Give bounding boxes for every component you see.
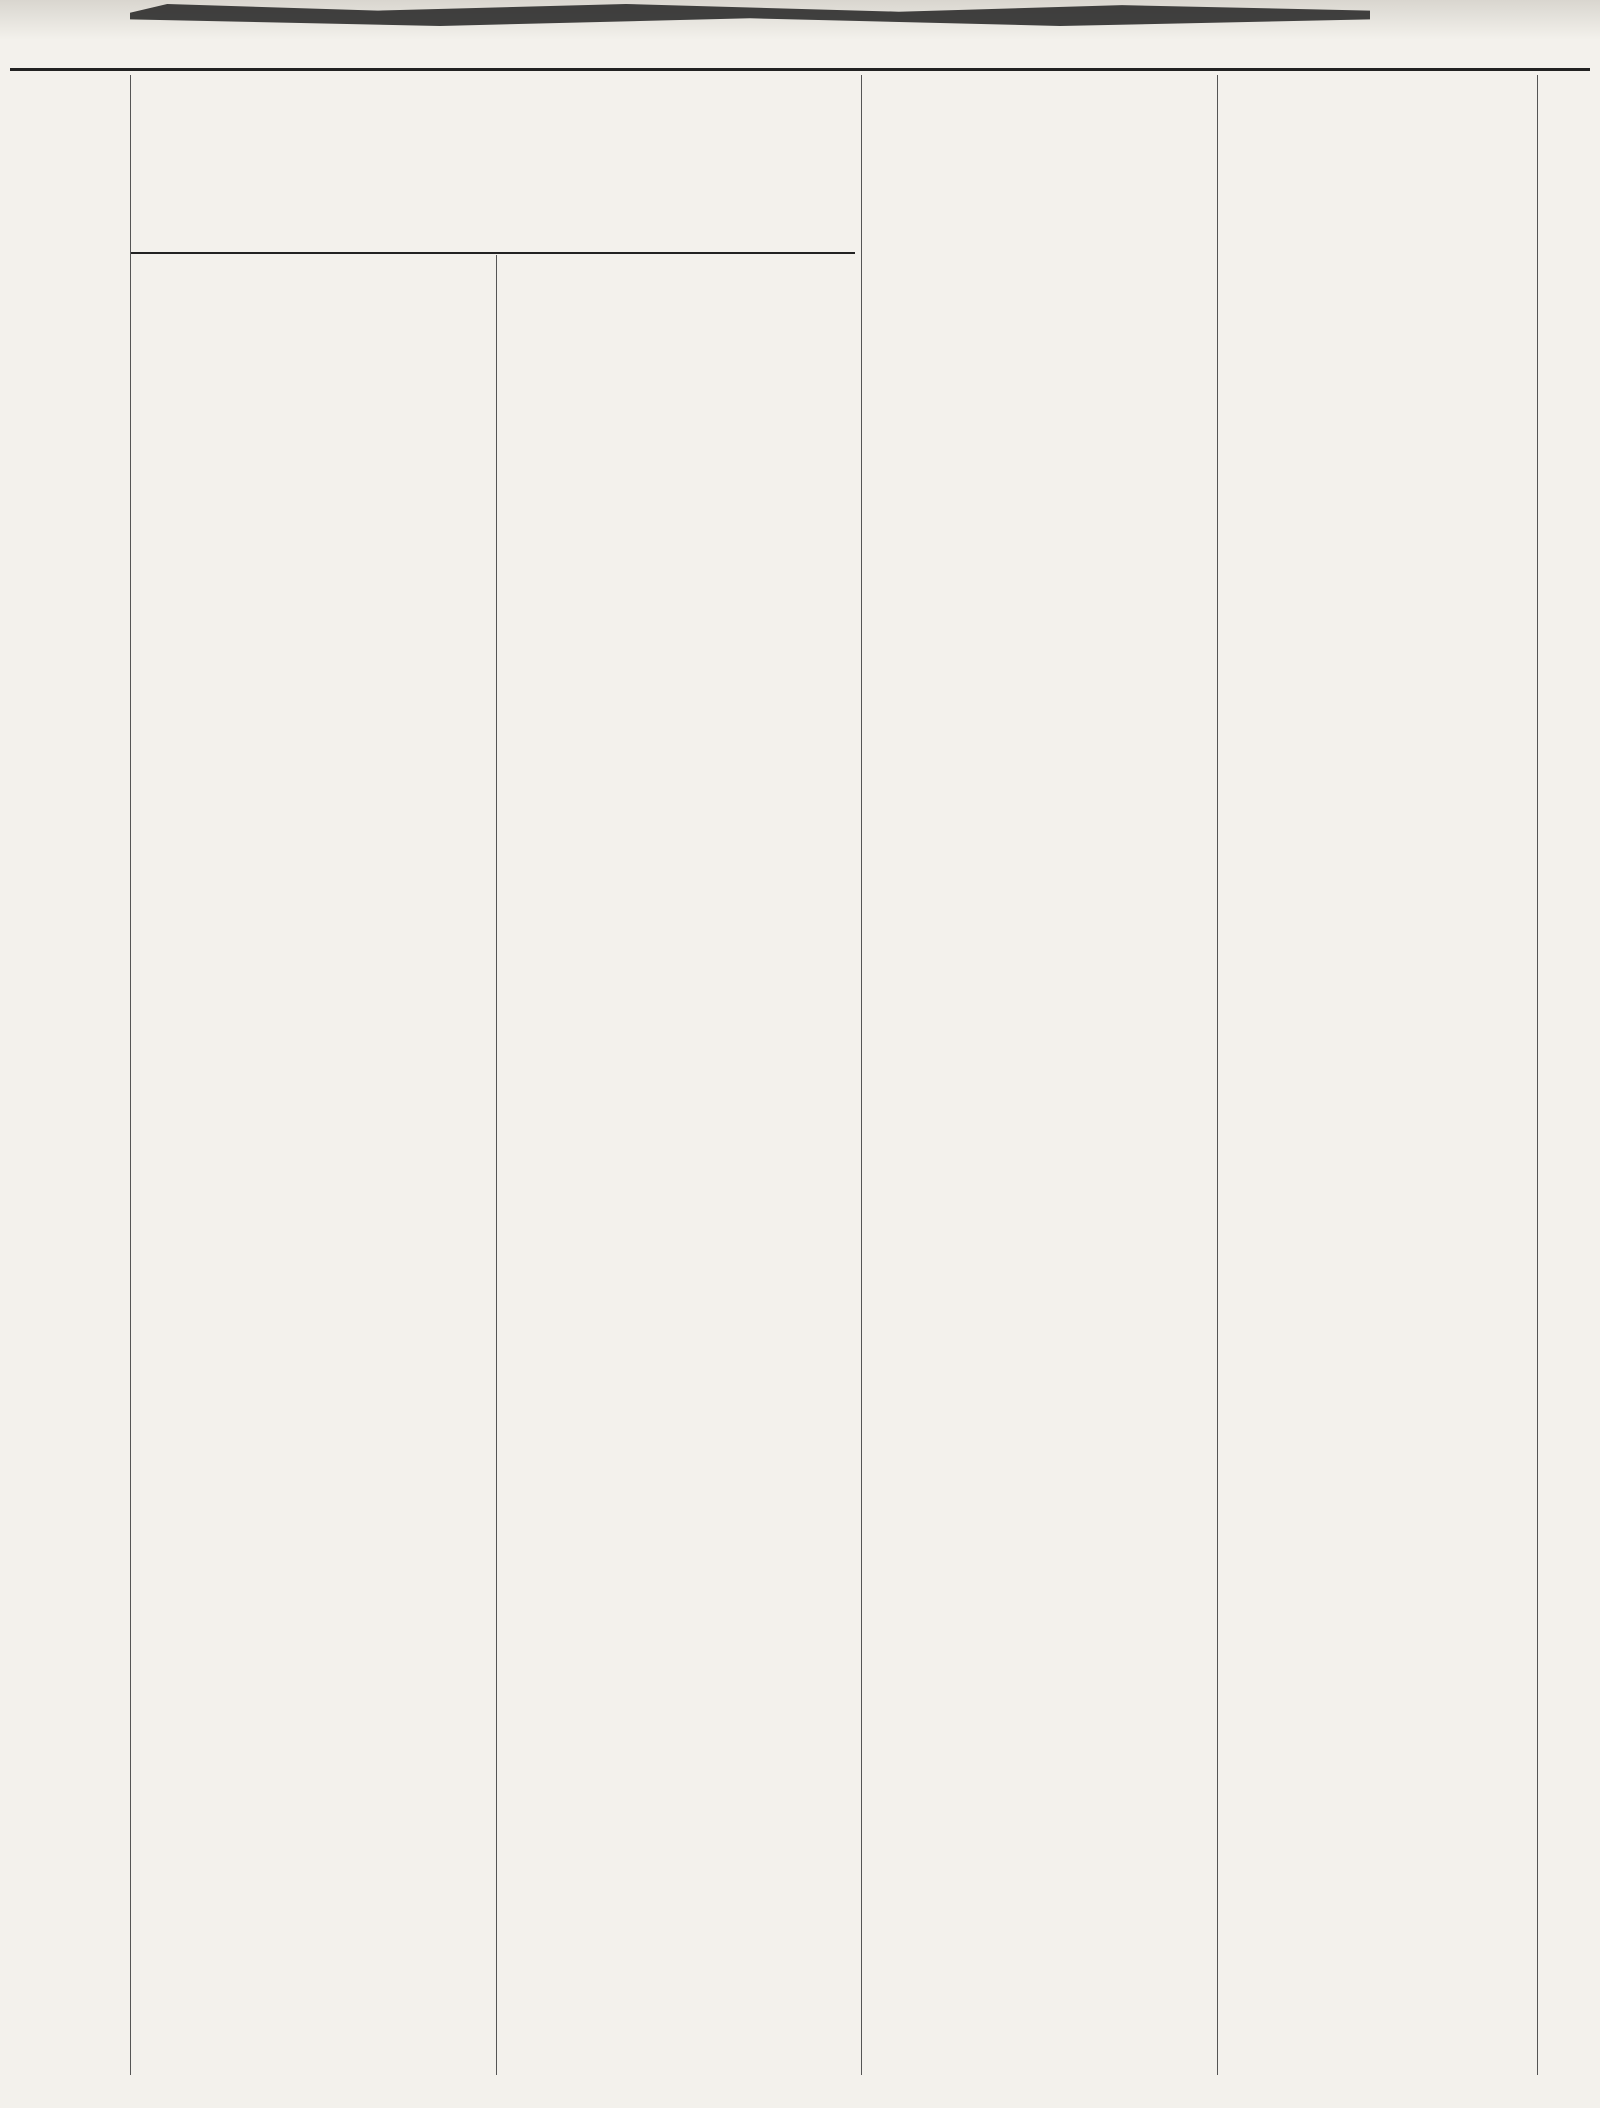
column-5-spacer xyxy=(1545,80,1595,100)
column-3 xyxy=(869,80,1211,2080)
headline-rule xyxy=(130,252,855,254)
col-rule-3 xyxy=(1217,75,1218,2075)
column-4 xyxy=(1225,80,1531,995)
shipping-column xyxy=(1225,1000,1531,2070)
main-headline xyxy=(130,110,855,114)
page-top-edge xyxy=(0,0,1600,40)
col-rule-1 xyxy=(496,255,497,2075)
column-2 xyxy=(504,260,854,2080)
ink-smear xyxy=(130,4,1370,26)
col-rule-2 xyxy=(861,75,862,2075)
masthead-rule xyxy=(10,68,1590,71)
col-rule-0 xyxy=(130,75,131,2075)
col-rule-4 xyxy=(1537,75,1538,2075)
column-1 xyxy=(140,260,490,2080)
